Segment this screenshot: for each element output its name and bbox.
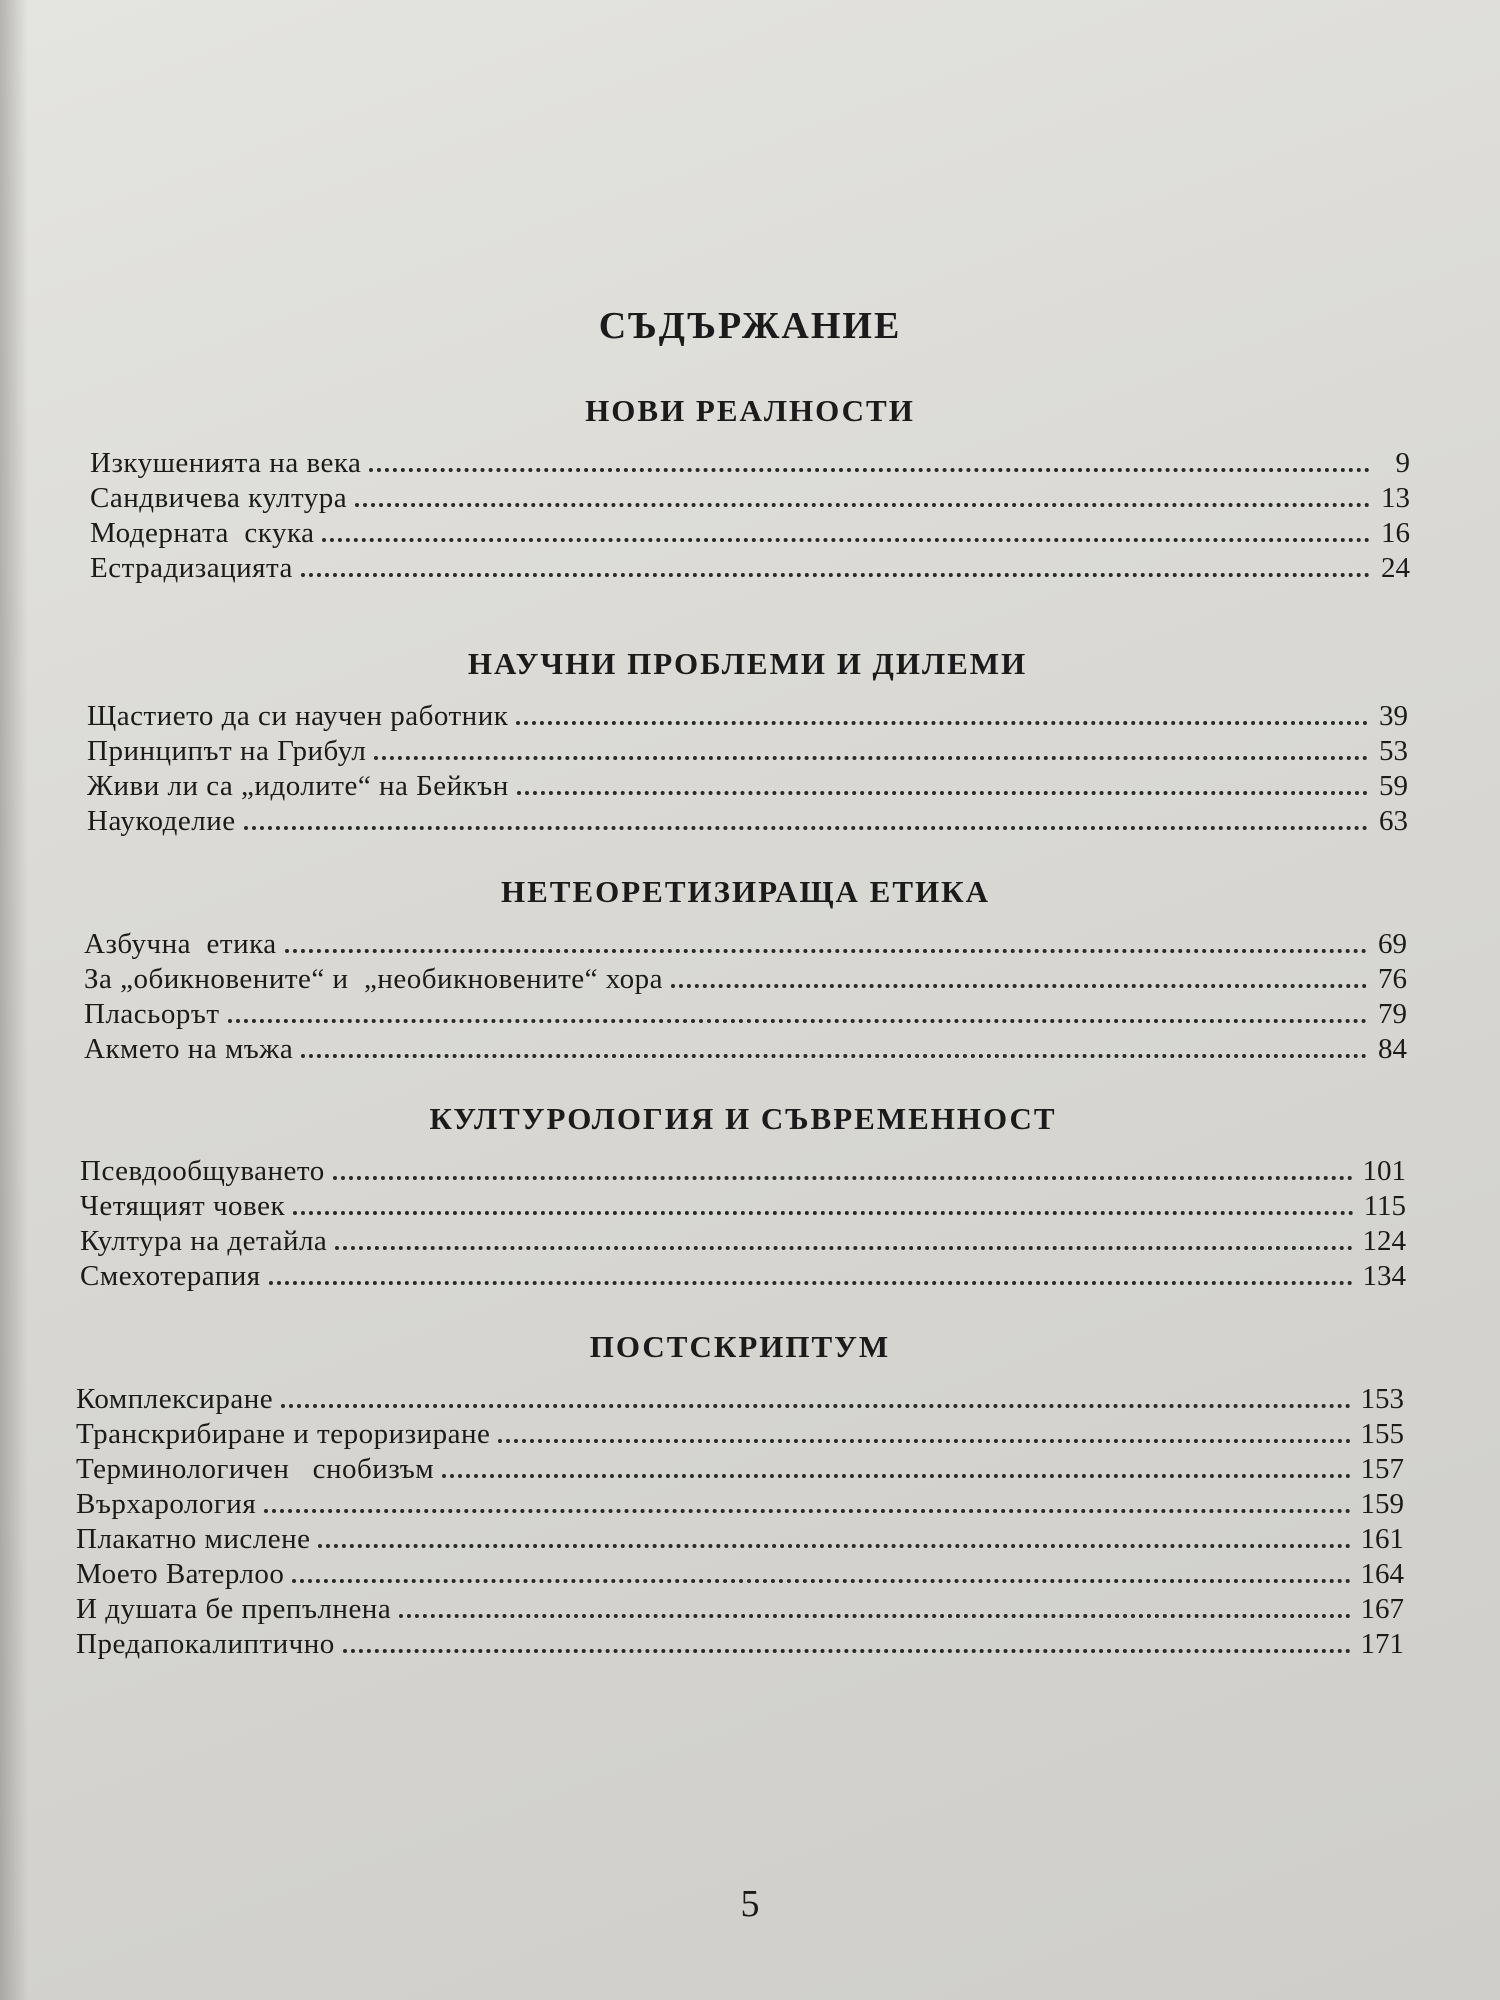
entry-title: Щастието да си научен работник bbox=[87, 700, 509, 732]
toc-entry bbox=[84, 1032, 1407, 1067]
entry-title: Наукоделие bbox=[87, 805, 236, 837]
dot-leader bbox=[285, 949, 1367, 953]
dot-leader bbox=[498, 1439, 1350, 1443]
entry-page-number: 63 bbox=[1379, 805, 1408, 837]
toc-entry bbox=[76, 1522, 1404, 1557]
toc-entry bbox=[76, 1452, 1404, 1487]
dot-leader bbox=[442, 1474, 1350, 1478]
toc-entry bbox=[76, 1627, 1404, 1662]
entry-title: Терминологичен снобизъм bbox=[76, 1453, 435, 1485]
dot-leader bbox=[292, 1579, 1350, 1583]
entry-title: Предапокалиптично bbox=[76, 1628, 335, 1660]
entry-title: Живи ли са „идолите“ на Бейкън bbox=[87, 770, 509, 802]
entry-title: Изкушенията на века bbox=[90, 447, 362, 479]
toc-entry bbox=[80, 1259, 1406, 1294]
entry-title: Моето Ватерлоо bbox=[76, 1558, 285, 1590]
toc-entry bbox=[76, 1487, 1404, 1522]
toc-entry bbox=[76, 1382, 1404, 1417]
dot-leader bbox=[318, 1544, 1350, 1548]
entry-title: Пласьорът bbox=[84, 998, 220, 1030]
dot-leader bbox=[228, 1019, 1367, 1023]
toc-section bbox=[0, 1326, 1500, 1662]
dot-leader bbox=[335, 1246, 1352, 1250]
entry-page-number: 84 bbox=[1378, 1033, 1407, 1065]
entry-title: Култура на детайла bbox=[80, 1225, 328, 1257]
entry-page-number: 115 bbox=[1363, 1190, 1406, 1222]
section-entries bbox=[90, 446, 1410, 586]
section-heading: НАУЧНИ ПРОБЛЕМИ И ДИЛЕМИ bbox=[467, 646, 1028, 681]
dot-leader bbox=[293, 1211, 1354, 1215]
dot-leader bbox=[343, 1649, 1351, 1653]
dot-leader bbox=[322, 538, 1370, 542]
entry-page-number: 171 bbox=[1360, 1628, 1404, 1660]
entry-page-number: 39 bbox=[1379, 700, 1408, 732]
entry-page-number: 76 bbox=[1378, 963, 1407, 995]
toc-entry bbox=[87, 699, 1408, 734]
entry-page-number: 134 bbox=[1362, 1260, 1406, 1292]
entry-title: Модерната скука bbox=[90, 517, 315, 549]
dot-leader bbox=[281, 1404, 1350, 1408]
dot-leader bbox=[374, 756, 1368, 760]
contents-title: СЪДЪРЖАНИЕ bbox=[598, 305, 902, 347]
entry-title: И душата бе препълнена bbox=[76, 1593, 392, 1625]
toc-entry bbox=[84, 997, 1407, 1032]
entry-page-number: 13 bbox=[1381, 482, 1410, 514]
toc-entry bbox=[76, 1592, 1404, 1627]
toc-entry bbox=[87, 734, 1408, 769]
toc-entry bbox=[87, 769, 1408, 804]
dot-leader bbox=[333, 1176, 1353, 1180]
entry-page-number: 79 bbox=[1378, 998, 1407, 1030]
toc-entry bbox=[84, 927, 1407, 962]
dot-leader bbox=[516, 721, 1368, 725]
toc-entry bbox=[90, 481, 1410, 516]
toc-entry bbox=[76, 1417, 1404, 1452]
section-heading: НЕТЕОРЕТИЗИРАЩА ЕТИКА bbox=[500, 874, 990, 909]
toc-section bbox=[0, 1098, 1500, 1294]
entry-page-number: 16 bbox=[1381, 517, 1410, 549]
entry-page-number: 59 bbox=[1379, 770, 1408, 802]
entry-title: Смехотерапия bbox=[80, 1260, 261, 1292]
toc-section bbox=[0, 871, 1500, 1067]
section-entries bbox=[84, 927, 1407, 1067]
entry-title: Естрадизацията bbox=[90, 552, 293, 584]
dot-leader bbox=[264, 1509, 1350, 1513]
entry-page-number: 9 bbox=[1395, 447, 1410, 479]
dot-leader bbox=[269, 1281, 1353, 1285]
toc-entry bbox=[90, 446, 1410, 481]
section-entries bbox=[76, 1382, 1404, 1662]
entry-title: Четящият човек bbox=[80, 1190, 286, 1222]
entry-title: Върхарология bbox=[76, 1488, 257, 1520]
entry-title: Азбучна етика bbox=[84, 928, 277, 960]
entry-page-number: 155 bbox=[1360, 1418, 1404, 1450]
section-entries bbox=[80, 1154, 1406, 1294]
section-heading: НОВИ РЕАЛНОСТИ bbox=[585, 393, 915, 428]
toc-entry bbox=[80, 1224, 1406, 1259]
entry-page-number: 24 bbox=[1381, 552, 1410, 584]
entry-title: Псевдообщуването bbox=[80, 1155, 325, 1187]
entry-page-number: 124 bbox=[1362, 1225, 1406, 1257]
toc-entry bbox=[84, 962, 1407, 997]
entry-title: Плакатно мислене bbox=[76, 1523, 311, 1555]
entry-title: Комплексиране bbox=[76, 1383, 274, 1415]
section-entries bbox=[87, 699, 1408, 839]
entry-page-number: 101 bbox=[1362, 1155, 1406, 1187]
dot-leader bbox=[517, 791, 1368, 795]
entry-page-number: 157 bbox=[1360, 1453, 1404, 1485]
toc-entry bbox=[87, 804, 1408, 839]
entry-page-number: 53 bbox=[1379, 735, 1408, 767]
entry-page-number: 153 bbox=[1360, 1383, 1404, 1415]
entry-title: За „обикновените“ и „необикновените“ хора bbox=[84, 963, 664, 995]
dot-leader bbox=[244, 826, 1368, 830]
dot-leader bbox=[301, 1054, 1367, 1058]
toc-section bbox=[0, 643, 1500, 839]
entry-page-number: 69 bbox=[1378, 928, 1407, 960]
toc-entry bbox=[90, 516, 1410, 551]
entry-page-number: 159 bbox=[1360, 1488, 1404, 1520]
page-number: 5 bbox=[740, 1883, 760, 1925]
toc-entry bbox=[80, 1189, 1406, 1224]
entry-page-number: 164 bbox=[1360, 1558, 1404, 1590]
toc-entry bbox=[76, 1557, 1404, 1592]
toc-entry bbox=[90, 551, 1410, 586]
entry-page-number: 161 bbox=[1360, 1523, 1404, 1555]
toc-entry bbox=[80, 1154, 1406, 1189]
dot-leader bbox=[399, 1614, 1350, 1618]
entry-title: Принципът на Грибул bbox=[87, 735, 367, 767]
dot-leader bbox=[355, 503, 1370, 507]
section-heading: ПОСТСКРИПТУМ bbox=[589, 1329, 891, 1364]
dot-leader bbox=[671, 984, 1367, 988]
toc-section bbox=[0, 390, 1500, 586]
dot-leader bbox=[301, 573, 1370, 577]
entry-title: Транскрибиране и тероризиране bbox=[76, 1418, 491, 1450]
section-heading: КУЛТУРОЛОГИЯ И СЪВРЕМЕННОСТ bbox=[429, 1101, 1057, 1136]
dot-leader bbox=[369, 468, 1370, 472]
entry-title: Сандвичева култура bbox=[90, 482, 348, 514]
entry-page-number: 167 bbox=[1360, 1593, 1404, 1625]
entry-title: Акмето на мъжа bbox=[84, 1033, 294, 1065]
